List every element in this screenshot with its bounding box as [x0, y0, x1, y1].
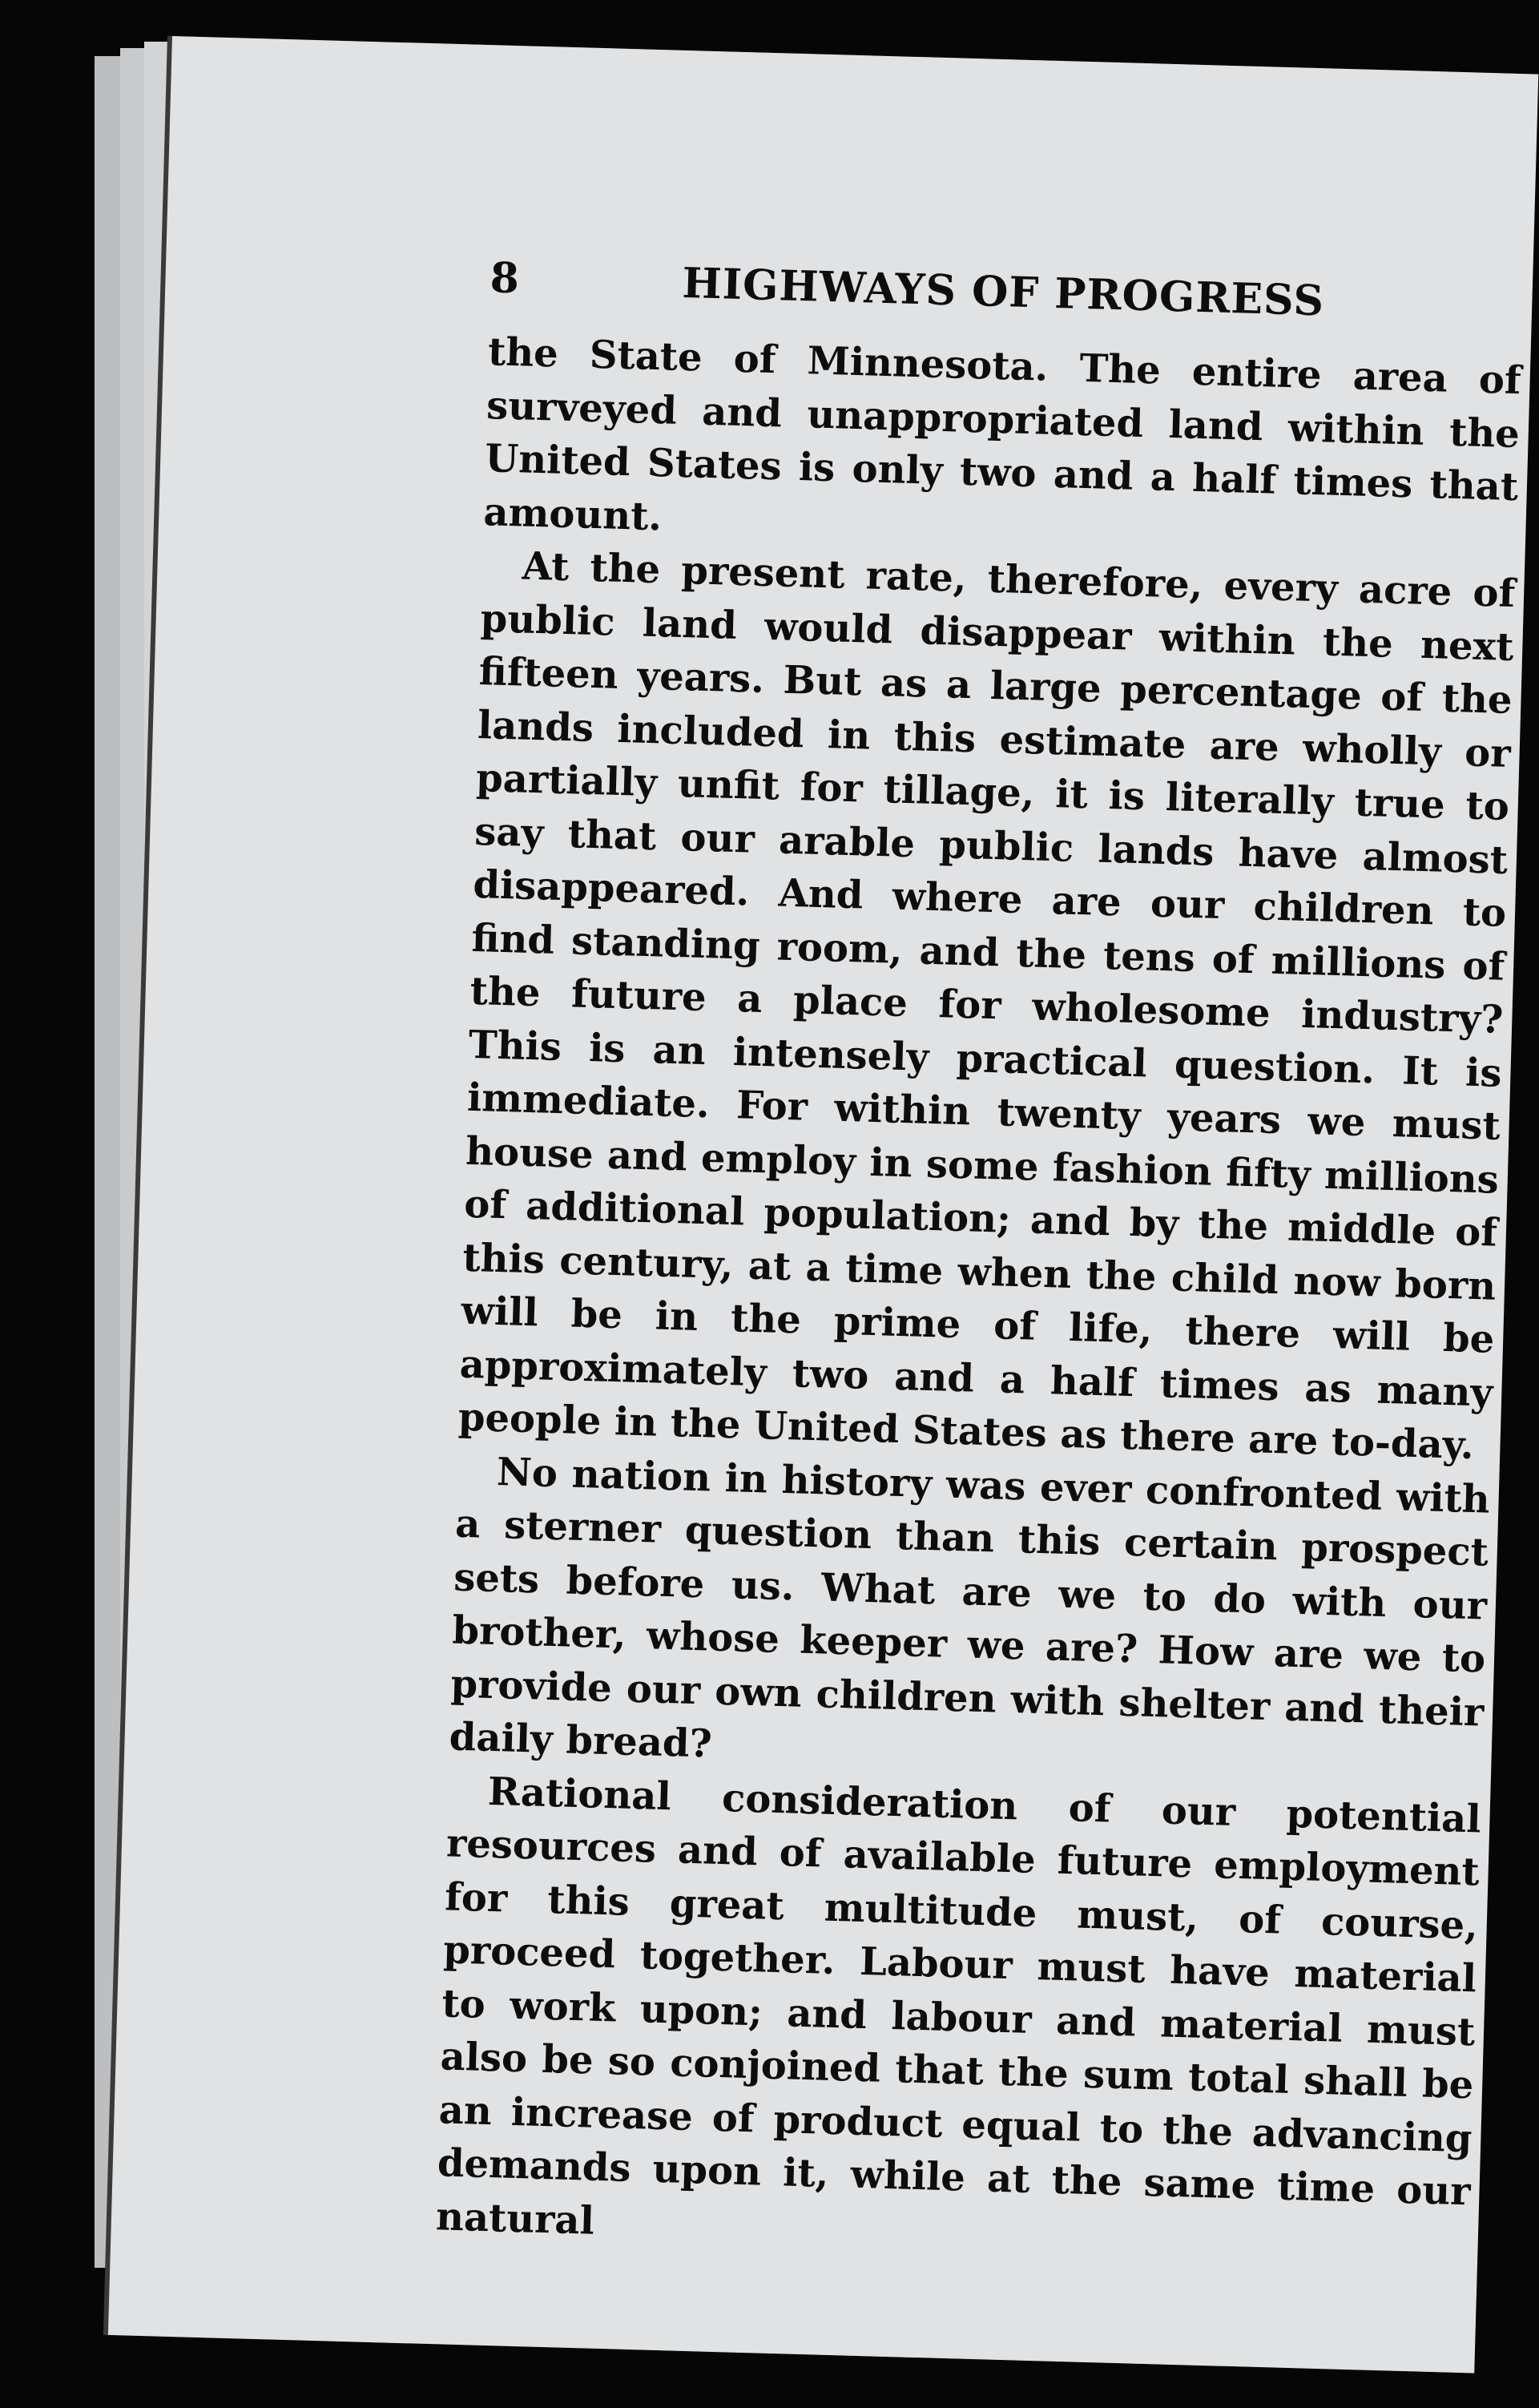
book-title: HIGHWAYS OF PROGRESS	[681, 258, 1325, 326]
paragraph: No nation in history was ever confronted with a sterner question than this certain prospect sets before us. What are we to do with our brother, whose keeper we are? How are we to provide our own children with shelter and their daily bread?	[449, 1449, 1491, 1767]
paragraph: Rational consideration of our potential resources and of available future employment for this great multitude must, of course, proceed together. Labour must have material to work upon; and labour and material must also be so conjoined that the sum total shall be an increase of product equal to the advancing demands upon it, while at the same time our natural	[435, 1769, 1482, 2244]
page-number: 8	[489, 253, 521, 304]
paragraph: At the present rate, therefore, every acre of public land would disappear within the next fifteen years. But as a large percentage of the lands included in this estimate are wholly or partially unfit for tillage, it is literally true to say that our arable public lands have almost disappeared. And where are our children to find standing room, and the tens of millions of the future a place for wholesome industry? This is an intensely practical question. It is immediate. For within twenty years we must house and employ in some fashion fifty millions of additional population; and by the middle of this century, at a time when the child now born will be in the prime of life, there will be approximately two and a half times as many people in the United States as there are to-day.	[457, 543, 1516, 1469]
book-page	[108, 36, 1538, 2374]
paragraph: the State of Minnesota. The entire area of surveyed and unappropriated land within the United States is only two and a half times that amount.	[482, 329, 1522, 539]
page-text-block	[435, 253, 1524, 2272]
